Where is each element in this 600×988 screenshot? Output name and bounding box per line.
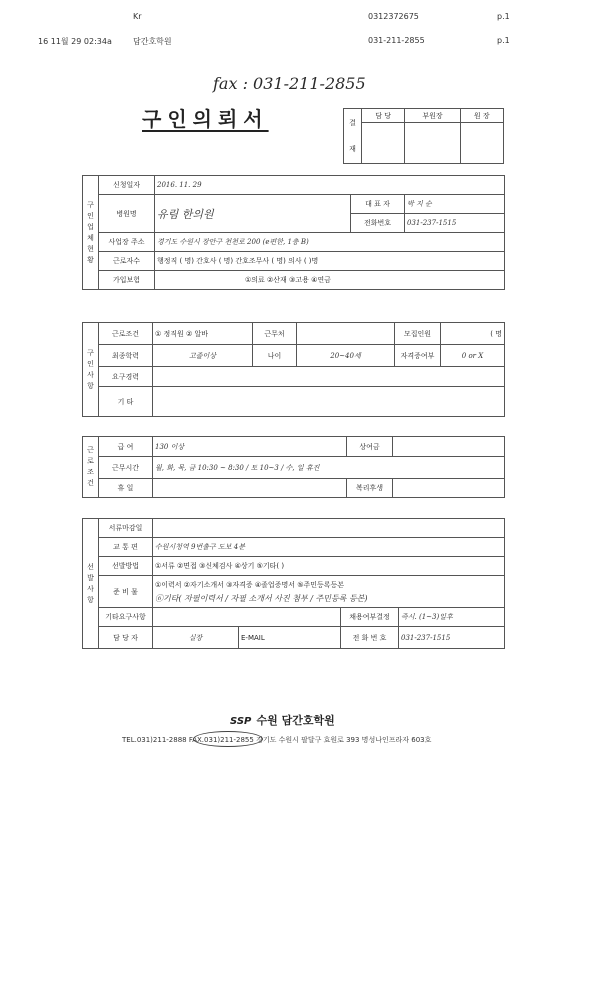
- extra-label: 기타요구사항: [99, 608, 153, 627]
- age-value[interactable]: 20~40세: [297, 345, 395, 367]
- contact-value[interactable]: 031-237-1515: [399, 627, 505, 649]
- insurance-options[interactable]: ①의료 ②산재 ③고용 ④연금: [155, 271, 505, 290]
- transport-value[interactable]: 수원시청역 9번출구 도보 4분: [153, 538, 505, 557]
- company-section-side-label: 구인업체현황: [83, 176, 99, 290]
- approval-box: [343, 108, 504, 164]
- bonus-value[interactable]: [393, 437, 505, 457]
- welfare-label: 복리후생: [347, 479, 393, 498]
- approval-sign-staff[interactable]: [362, 123, 405, 164]
- fax-timestamp: 16 11월 29 02:34a: [38, 37, 112, 46]
- pay-value[interactable]: 130 이상: [153, 437, 347, 457]
- approval-col-vice: 부원장: [405, 109, 460, 123]
- holiday-value[interactable]: [153, 479, 347, 498]
- job-etc-label: 기 타: [99, 387, 153, 417]
- docs-label: 준 비 물: [99, 576, 153, 608]
- recruit-value[interactable]: ( 명: [441, 323, 505, 345]
- career-value[interactable]: [153, 367, 505, 387]
- docs-line-2: ⑥기타( 자필이력서 / 자필 소개서 사진 첨부 / 주민등록 등본): [155, 593, 368, 603]
- edu-value[interactable]: 고졸이상: [153, 345, 253, 367]
- hours-label: 근무시간: [99, 457, 153, 479]
- address-value[interactable]: 경기도 수원시 장안구 천천로 200 (e편한, 1층 B): [155, 233, 505, 252]
- fax-sender-number: 0312372675: [368, 12, 419, 21]
- fax-number-circle-mark: [193, 731, 263, 747]
- hours-value[interactable]: 월, 화, 목, 금 10:30 ~ 8:30 / 토 10~3 / 수, 일 휴진: [153, 457, 505, 479]
- license-label: 자격증여부: [395, 345, 441, 367]
- hospital-value[interactable]: 유림 한의원: [155, 195, 351, 233]
- work-section: [82, 436, 505, 498]
- fax-page-number: p.1: [497, 12, 510, 21]
- footer-contact: TEL.031)211-2888 FAX.031)211-2855 경기도 수원시 팔달구 효원로 393 명성나인프라자 603호: [122, 736, 432, 744]
- work-cond-label: 근로조건: [99, 323, 153, 345]
- approval-sign-director[interactable]: [460, 123, 503, 164]
- rep-value[interactable]: 박 지 순: [405, 195, 505, 214]
- transport-label: 교 통 편: [99, 538, 153, 557]
- work-cond-value[interactable]: ① 정직원 ② 알바: [153, 323, 253, 345]
- age-label: 나이: [253, 345, 297, 367]
- footer-logo: [230, 709, 335, 728]
- dept-value[interactable]: [297, 323, 395, 345]
- docs-line-1: ①이력서 ②자기소개서 ③자격증 ④졸업증명서 ⑤주민등록등본: [155, 580, 345, 589]
- welfare-value[interactable]: [393, 479, 505, 498]
- edu-label: 최종학력: [99, 345, 153, 367]
- apply-date-value[interactable]: 2016. 11. 29: [155, 176, 505, 195]
- docs-options[interactable]: [153, 576, 505, 608]
- manager-value[interactable]: 실장: [153, 627, 239, 649]
- document-title: 구인의뢰서: [142, 107, 269, 131]
- fax-org-name: 담간호학원: [133, 37, 172, 46]
- work-section-side-label: 근로조건: [83, 437, 99, 498]
- adopt-value[interactable]: 즉시. (1~3)일후: [399, 608, 505, 627]
- recruit-label: 모집인원: [395, 323, 441, 345]
- career-label: 요구경력: [99, 367, 153, 387]
- manager-label: 담 당 자: [99, 627, 153, 649]
- extra-value[interactable]: [153, 608, 341, 627]
- phone-value[interactable]: 031-237-1515: [405, 214, 505, 233]
- adopt-label: 채용여부결정: [341, 608, 399, 627]
- job-etc-value[interactable]: [153, 387, 505, 417]
- license-value[interactable]: 0 or X: [441, 345, 505, 367]
- contact-label: 전 화 번 호: [341, 627, 399, 649]
- holiday-label: 휴 일: [99, 479, 153, 498]
- email-label: E-MAIL: [241, 633, 265, 642]
- fax-receiver-number: 031-211-2855: [368, 36, 425, 45]
- handwritten-fax-number: fax : 031-211-2855: [213, 74, 366, 93]
- dept-label: 근무처: [253, 323, 297, 345]
- deadline-value[interactable]: [153, 519, 505, 538]
- fax-page-number-2: p.1: [497, 36, 510, 45]
- job-section-side-label: 구인사항: [83, 323, 99, 417]
- staff-count-label: 근로자수: [99, 252, 155, 271]
- hospital-label: 병원명: [99, 195, 155, 233]
- academy-logo-mark: SSP: [230, 716, 252, 727]
- phone-label: 전화번호: [351, 214, 405, 233]
- company-section: [82, 175, 505, 290]
- rep-label: 대 표 자: [351, 195, 405, 214]
- method-label: 선발방법: [99, 557, 153, 576]
- bonus-label: 상여금: [347, 437, 393, 457]
- selection-section-side-label: 선발사항: [83, 519, 99, 649]
- fax-sender-code: Kr: [133, 12, 142, 21]
- apply-date-label: 신청일자: [99, 176, 155, 195]
- method-options[interactable]: ①서류 ②면접 ③신체검사 ④상기 ⑤기타( ): [153, 557, 505, 576]
- address-label: 사업장 주소: [99, 233, 155, 252]
- staff-count-value[interactable]: 행정직 ( 명) 간호사 ( 명) 간호조무사 ( 명) 의사 ( )명: [155, 252, 505, 271]
- insurance-label: 가입보험: [99, 271, 155, 290]
- approval-sign-vice[interactable]: [405, 123, 460, 164]
- job-section: [82, 322, 505, 417]
- deadline-label: 서류마감일: [99, 519, 153, 538]
- pay-label: 급 여: [99, 437, 153, 457]
- approval-col-staff: 담 당: [362, 109, 405, 123]
- approval-col-director: 원 장: [460, 109, 503, 123]
- selection-section: [82, 518, 505, 649]
- approval-side-label: 결 재: [344, 109, 362, 164]
- academy-name: 수원 담간호학원: [256, 714, 335, 727]
- email-cell[interactable]: [239, 627, 341, 649]
